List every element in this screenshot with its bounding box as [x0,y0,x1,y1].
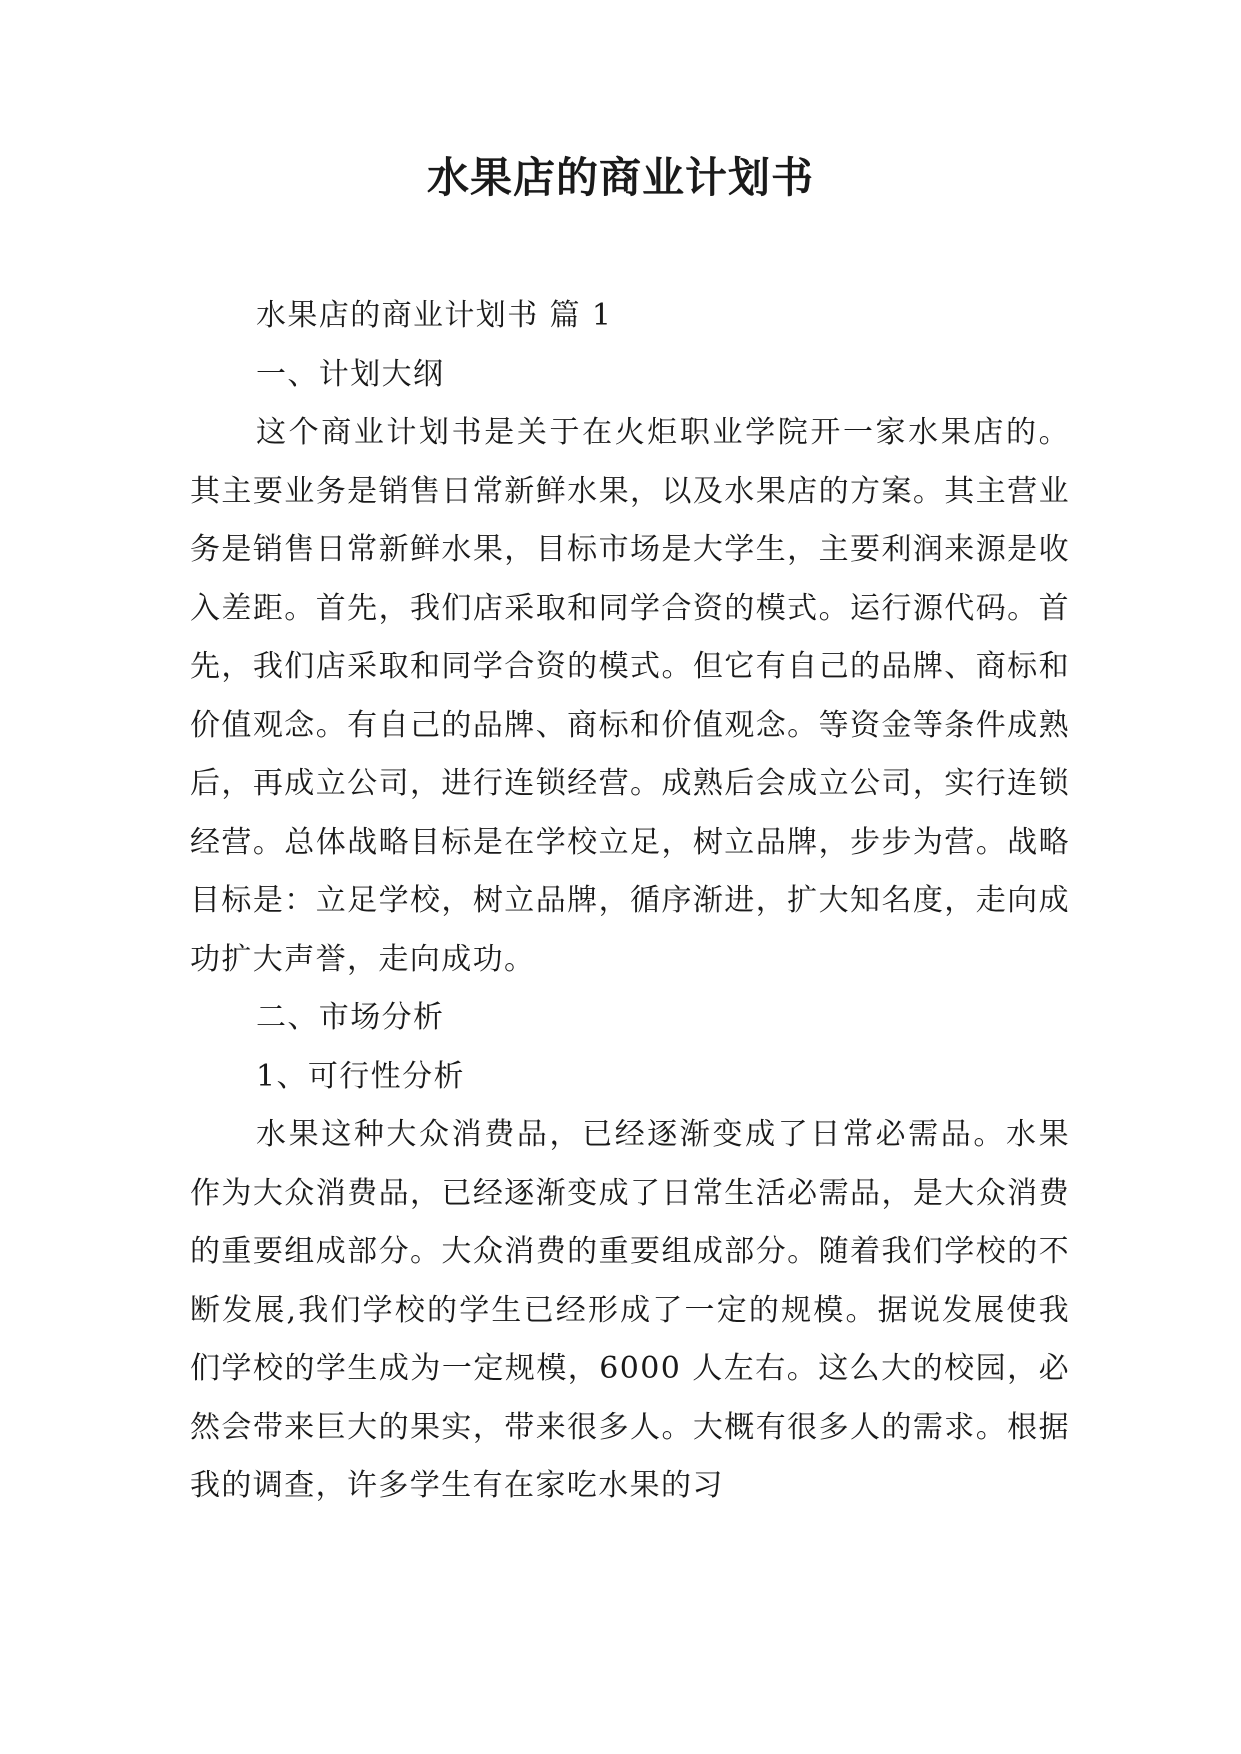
section-heading: 一、计划大纲 [256,356,445,392]
section-heading: 二、市场分析 [256,1000,445,1035]
section-heading: 水果店的商业计划书 篇 1 [256,298,613,333]
body-paragraph: 水果这种大众消费品，已经逐渐变成了日常必需品。水果作为大众消费品，已经逐渐变成了日常生活必需品，是大众消费的重要组成部分。大众消费的重要组成部分。随着我们学校的不断发展,我们学校的学生已经形成了一定的规模。据说发展使我们学校的学生成为一定规模，6000 人左右。这么大的校园，必然会带来巨大的果实，带来很多人。大概有很多人的需求。根据我的调查，许多学生有在家吃水果的习 [190,1117,1070,1503]
document-body [190,287,1070,1516]
body-paragraph: 这个商业计划书是关于在火炬职业学院开一家水果店的。其主要业务是销售日常新鲜水果，以及水果店的方案。其主营业务是销售日常新鲜水果，目标市场是大学生，主要利润来源是收入差距。首先，我们店采取和同学合资的模式。运行源代码。首先，我们店采取和同学合资的模式。但它有自己的品牌、商标和价值观念。有自己的品牌、商标和价值观念。等资金等条件成熟后，再成立公司，进行连锁经营。成熟后会成立公司，实行连锁经营。总体战略目标是在学校立足，树立品牌，步步为营。战略目标是：立足学校，树立品牌，循序渐进，扩大知名度，走向成功扩大声誉，走向成功。 [190,415,1070,977]
document-title: 水果店的商业计划书 [426,153,814,202]
subsection-heading: 1、可行性分析 [256,1058,465,1094]
